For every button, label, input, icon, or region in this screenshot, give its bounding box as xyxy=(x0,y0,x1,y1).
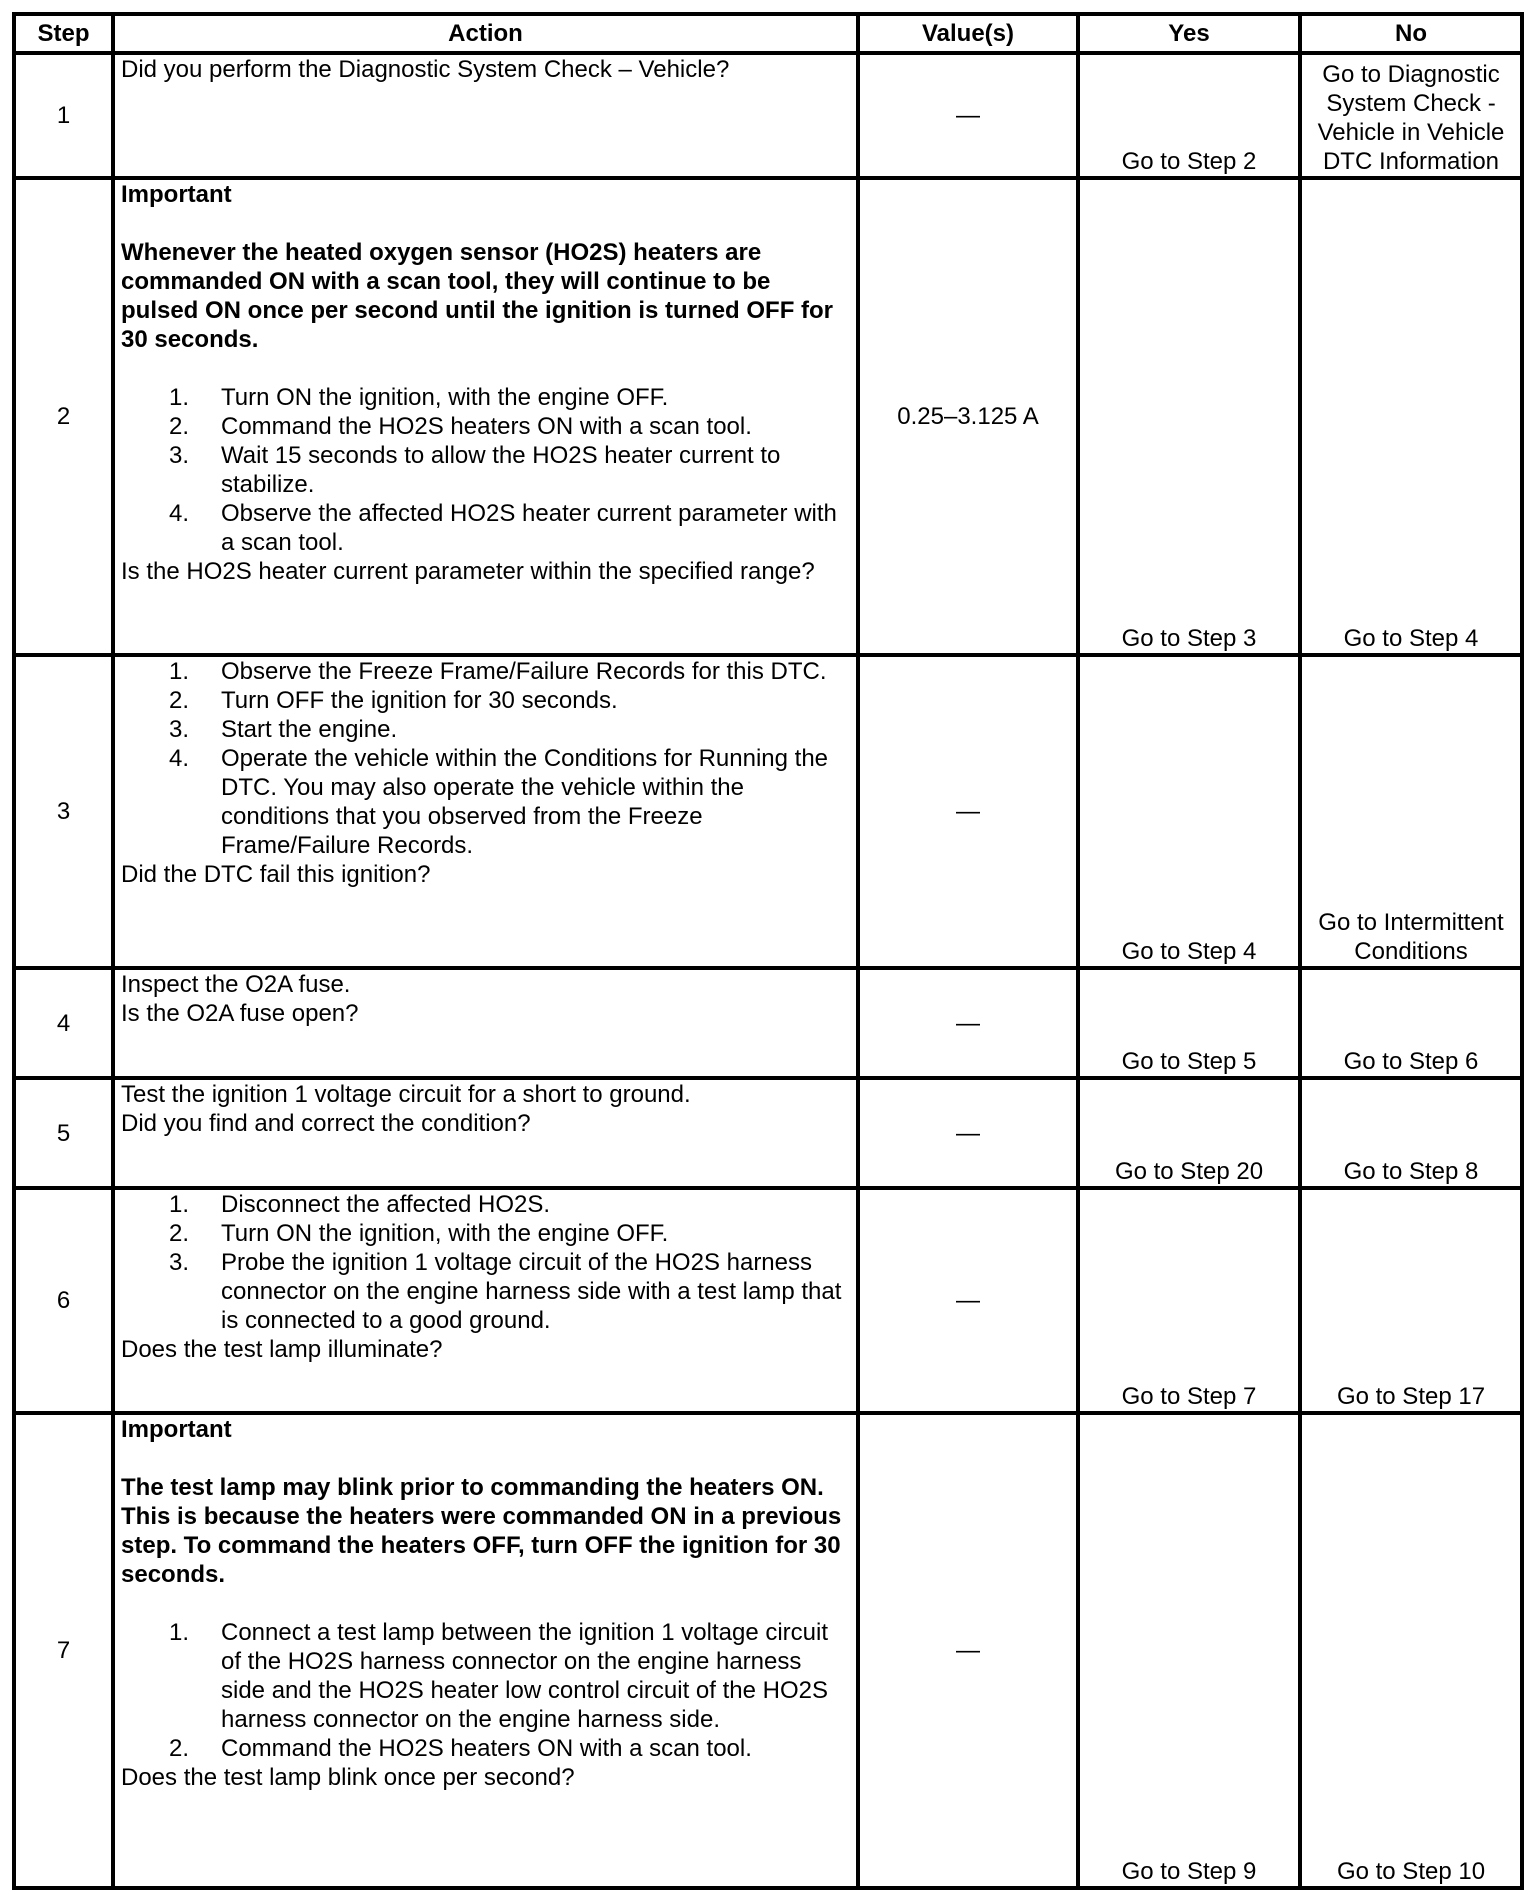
procedure-list xyxy=(121,657,850,860)
value-cell: 0.25–3.125 A xyxy=(858,178,1078,655)
table-row xyxy=(14,1188,1522,1413)
table-row xyxy=(14,1413,1522,1888)
action-cell xyxy=(113,178,858,655)
header-action: Action xyxy=(113,14,858,53)
no-cell xyxy=(1300,53,1522,178)
action-cell xyxy=(113,968,858,1078)
action-intro: Did you perform the Diagnostic System Check – Vehicle? xyxy=(121,56,730,83)
action-cell xyxy=(113,655,858,968)
header-step: Step xyxy=(14,14,113,53)
procedure-list xyxy=(121,1618,850,1763)
no-cell: Go to Step 8 xyxy=(1300,1078,1522,1188)
step-number: 4 xyxy=(14,968,113,1078)
step-number: 2 xyxy=(14,178,113,655)
step-number: 1 xyxy=(14,53,113,178)
table-row xyxy=(14,968,1522,1078)
important-text: The test lamp may blink prior to commanding the heaters ON. This is because the heaters were commanded ON in a previous step. To command the heaters OFF, turn OFF the ignition for 30 seconds. xyxy=(121,1474,842,1588)
yes-cell: Go to Step 9 xyxy=(1078,1413,1300,1888)
action-cell xyxy=(113,1188,858,1413)
list-item: 4. Observe the affected HO2S heater current parameter with a scan tool. xyxy=(168,500,837,556)
no-cell: Go to Step 17 xyxy=(1300,1188,1522,1413)
list-item: 2. Command the HO2S heaters ON with a scan tool. xyxy=(168,1735,752,1762)
list-item: 1. Observe the Freeze Frame/Failure Records for this DTC. xyxy=(168,658,827,685)
header-row xyxy=(14,14,1522,53)
yes-cell: Go to Step 4 xyxy=(1078,655,1300,968)
table-row xyxy=(14,1078,1522,1188)
no-cell: Go to Step 6 xyxy=(1300,968,1522,1078)
header-values: Value(s) xyxy=(858,14,1078,53)
important-label: Important xyxy=(121,181,232,208)
yes-cell: Go to Step 7 xyxy=(1078,1188,1300,1413)
list-item: 1. Connect a test lamp between the ignition 1 voltage circuit of the HO2S harness connector on the engine harness side and the HO2S heater low control circuit of the HO2S harness connector on the engine harness side. xyxy=(168,1619,829,1733)
list-item: 3. Start the engine. xyxy=(168,716,398,743)
action-cell xyxy=(113,1413,858,1888)
value-cell: — xyxy=(858,655,1078,968)
important-label: Important xyxy=(121,1416,232,1443)
no-cell: Go to Step 10 xyxy=(1300,1413,1522,1888)
procedure-list xyxy=(121,383,850,557)
no-cell: Go to Step 4 xyxy=(1300,178,1522,655)
value-cell: — xyxy=(858,1413,1078,1888)
header-yes: Yes xyxy=(1078,14,1300,53)
yes-cell: Go to Step 20 xyxy=(1078,1078,1300,1188)
table-row xyxy=(14,655,1522,968)
step-number: 6 xyxy=(14,1188,113,1413)
list-item: 1. Turn ON the ignition, with the engine OFF. xyxy=(168,384,669,411)
action-question: Did the DTC fail this ignition? xyxy=(121,861,431,888)
action-question: Did you find and correct the condition? xyxy=(121,1110,531,1137)
list-item: 2. Turn ON the ignition, with the engine OFF. xyxy=(168,1220,669,1247)
action-question: Is the O2A fuse open? xyxy=(121,1000,359,1027)
yes-cell: Go to Step 3 xyxy=(1078,178,1300,655)
step-number: 3 xyxy=(14,655,113,968)
procedure-list xyxy=(121,1190,850,1335)
action-question: Is the HO2S heater current parameter within the specified range? xyxy=(121,558,815,585)
step-number: 5 xyxy=(14,1078,113,1188)
list-item: 1. Disconnect the affected HO2S. xyxy=(168,1191,551,1218)
yes-cell: Go to Step 5 xyxy=(1078,968,1300,1078)
header-no: No xyxy=(1300,14,1522,53)
value-cell: — xyxy=(858,968,1078,1078)
list-item: 2. Turn OFF the ignition for 30 seconds. xyxy=(168,687,618,714)
value-cell: — xyxy=(858,1078,1078,1188)
action-intro: Test the ignition 1 voltage circuit for a short to ground. xyxy=(121,1081,691,1108)
yes-cell: Go to Step 2 xyxy=(1078,53,1300,178)
step-number: 7 xyxy=(14,1413,113,1888)
action-question: Does the test lamp illuminate? xyxy=(121,1336,443,1363)
no-text: Go to Intermittent Conditions xyxy=(1318,909,1504,965)
table-row xyxy=(14,53,1522,178)
action-intro: Inspect the O2A fuse. xyxy=(121,971,351,998)
diagnostic-table xyxy=(12,12,1524,1890)
value-cell: — xyxy=(858,1188,1078,1413)
action-cell xyxy=(113,53,858,178)
action-question: Does the test lamp blink once per second? xyxy=(121,1764,575,1791)
no-cell xyxy=(1300,655,1522,968)
no-text: Go to Diagnostic System Check - Vehicle in Vehicle DTC Information xyxy=(1317,61,1505,175)
table-row xyxy=(14,178,1522,655)
important-text: Whenever the heated oxygen sensor (HO2S) heaters are commanded ON with a scan tool, they will continue to be pulsed ON once per second until the ignition is turned OFF for 30 seconds. xyxy=(121,239,834,353)
diagnostic-table-page xyxy=(12,12,1520,1890)
action-cell xyxy=(113,1078,858,1188)
list-item: 3. Wait 15 seconds to allow the HO2S heater current to stabilize. xyxy=(168,442,781,498)
list-item: 4. Operate the vehicle within the Conditions for Running the DTC. You may also operate the vehicle within the conditions that you observed from the Freeze Frame/Failure Records. xyxy=(168,745,829,859)
value-cell: — xyxy=(858,53,1078,178)
list-item: 3. Probe the ignition 1 voltage circuit of the HO2S harness connector on the engine harness side with a test lamp that is connected to a good ground. xyxy=(168,1249,842,1334)
list-item: 2. Command the HO2S heaters ON with a scan tool. xyxy=(168,413,752,440)
